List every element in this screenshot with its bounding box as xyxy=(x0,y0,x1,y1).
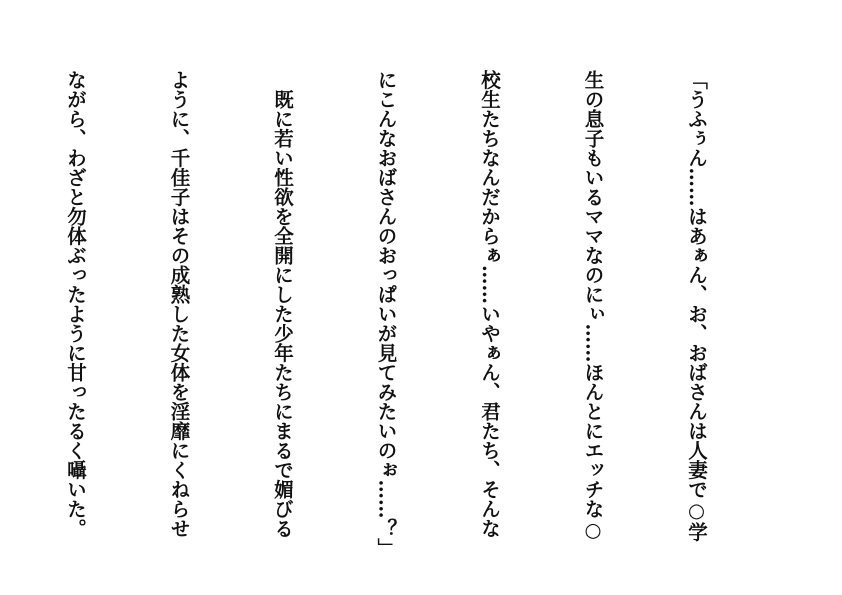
text-line: 既に若い性欲を全開にした少年たちにまるで媚びる xyxy=(271,70,294,538)
text-line: 「うふぅん……はあぁん、お、おばさんは人妻で○学 xyxy=(685,70,708,542)
text-line: 生の息子もいるママなのにぃ……ほんとにエッチな○ xyxy=(581,70,605,542)
text-line: ながら、わざと勿体ぶったように甘ったるく囁いた。 xyxy=(64,70,87,538)
text-line: ように、千佳子はその成熟した女体を淫靡にくねらせ xyxy=(167,70,191,538)
text-line: にこんなおばさんのおっぱいが見てみたいのぉ……？」 xyxy=(374,70,398,558)
vertical-text-block xyxy=(0,70,782,558)
text-line: 校生たちなんだからぁ……いやぁん、君たち、そんな xyxy=(478,70,501,538)
